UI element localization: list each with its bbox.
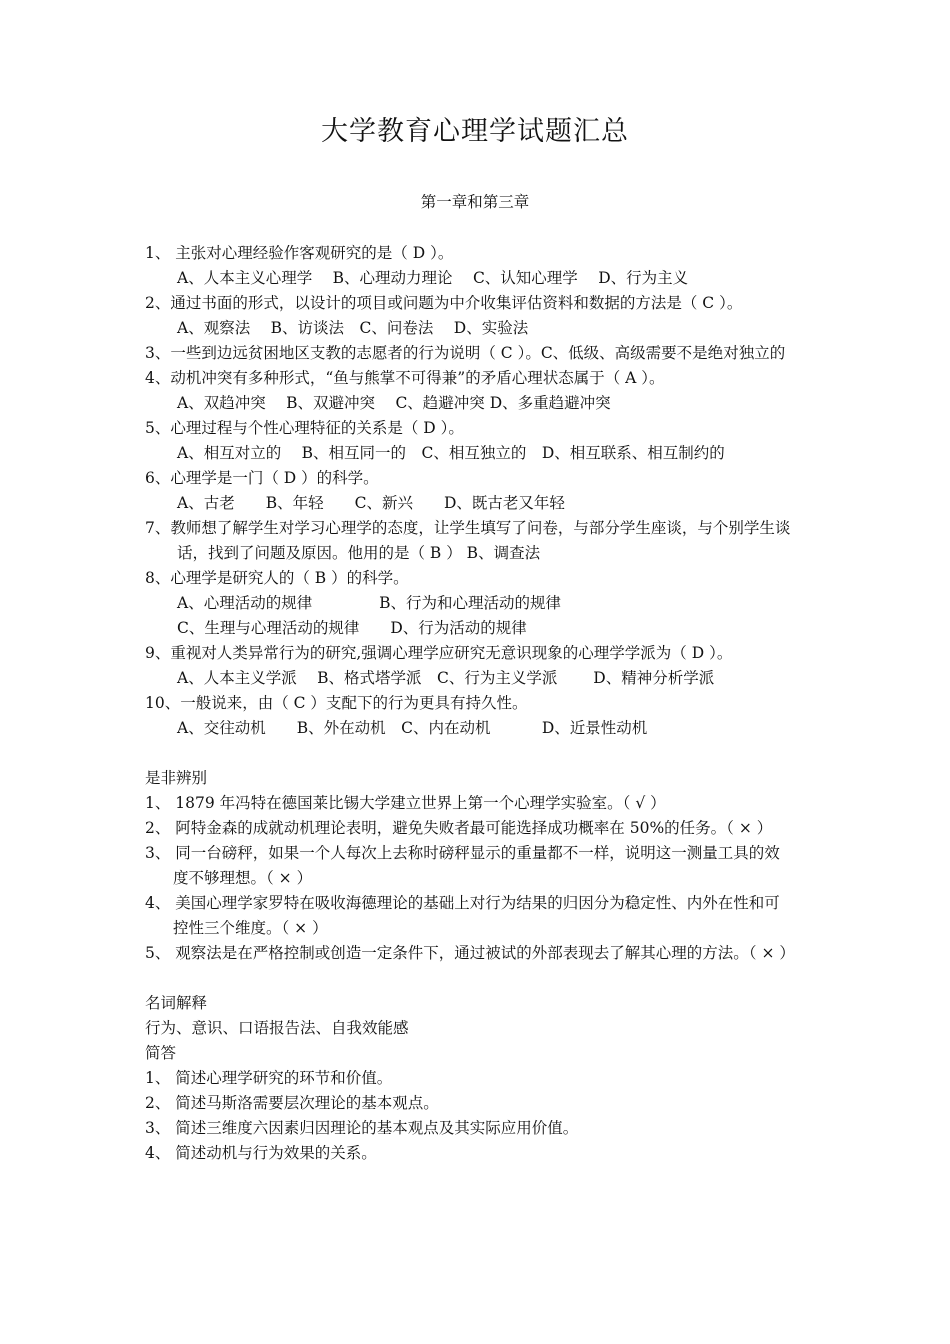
short-item-3: 3、 简述三维度六因素归因理论的基本观点及其实际应用价值。: [145, 1119, 579, 1137]
terms-heading: 名词解释: [145, 994, 208, 1012]
question-4: 4、动机冲突有多种形式，“鱼与熊掌不可得兼”的矛盾心理状态属于（ A ）。: [145, 369, 665, 387]
tf-item-3-cont: 度不够理想。（ × ）: [173, 869, 313, 887]
question-3: 3、一些到边远贫困地区支教的志愿者的行为说明（ C ）。C、低级、高级需要不是绝对独立的: [145, 344, 786, 362]
tf-item-2: 2、 阿特金森的成就动机理论表明，避免失败者最可能选择成功概率在 50%的任务。（ × ）: [145, 819, 773, 837]
options-9: A、人本主义学派 B、格式塔学派 C、行为主义学派 D、精神分析学派: [177, 669, 715, 687]
tf-heading: 是非辨别: [145, 769, 208, 787]
options-6: A、古老 B、年轻 C、新兴 D、既古老又年轻: [177, 494, 565, 512]
options-10: A、交往动机 B、外在动机 C、内在动机 D、近景性动机: [177, 719, 648, 737]
short-item-1: 1、 简述心理学研究的环节和价值。: [145, 1069, 393, 1087]
short-item-4: 4、 简述动机与行为效果的关系。: [145, 1144, 377, 1162]
chapter-subtitle: 第一章和第三章: [420, 193, 530, 211]
tf-item-5: 5、 观察法是在严格控制或创造一定条件下，通过被试的外部表现去了解其心理的方法。（ × ）: [145, 944, 795, 962]
tf-item-4-cont: 控性三个维度。（ × ）: [173, 919, 328, 937]
short-answer-heading: 简答: [145, 1044, 177, 1062]
options-8a: A、心理活动的规律 B、行为和心理活动的规律: [177, 594, 562, 612]
question-7-cont: 话，找到了问题及原因。他用的是（ B ） B、调查法: [177, 544, 541, 562]
question-5: 5、心理过程与个性心理特征的关系是（ D ）。: [145, 419, 464, 437]
options-2: A、观察法 B、访谈法 C、问卷法 D、实验法: [177, 319, 529, 337]
options-1: A、人本主义心理学 B、心理动力理论 C、认知心理学 D、行为主义: [177, 269, 689, 287]
question-2: 2、通过书面的形式，以设计的项目或问题为中介收集评估资料和数据的方法是（ C ）。: [145, 294, 743, 312]
options-8b: C、生理与心理活动的规律 D、行为活动的规律: [177, 619, 527, 637]
question-10: 10、一般说来，由（ C ）支配下的行为更具有持久性。: [145, 694, 528, 712]
terms-list: 行为、意识、口语报告法、自我效能感: [145, 1019, 409, 1037]
short-item-2: 2、 简述马斯洛需要层次理论的基本观点。: [145, 1094, 439, 1112]
question-6: 6、心理学是一门（ D ）的科学。: [145, 469, 379, 487]
question-1: 1、 主张对心理经验作客观研究的是（ D ）。: [145, 244, 454, 262]
options-4: A、双趋冲突 B、双避冲突 C、趋避冲突 D、多重趋避冲突: [177, 394, 611, 412]
tf-item-4: 4、 美国心理学家罗特在吸收海德理论的基础上对行为结果的归因分为稳定性、内外在性和可: [145, 894, 780, 912]
page-title: 大学教育心理学试题汇总: [321, 116, 629, 147]
tf-item-1: 1、 1879 年冯特在德国莱比锡大学建立世界上第一个心理学实验室。（ √ ）: [145, 794, 666, 812]
question-9: 9、重视对人类异常行为的研究,强调心理学应研究无意识现象的心理学学派为（ D ）。: [145, 644, 733, 662]
tf-item-3: 3、 同一台磅秤，如果一个人每次上去称时磅秤显示的重量都不一样，说明这一测量工具的效: [145, 844, 780, 862]
question-8: 8、心理学是研究人的（ B ）的科学。: [145, 569, 409, 587]
options-5: A、相互对立的 B、相互同一的 C、相互独立的 D、相互联系、相互制约的: [177, 444, 725, 462]
question-7: 7、教师想了解学生对学习心理学的态度，让学生填写了问卷，与部分学生座谈，与个别学生谈: [145, 519, 791, 537]
